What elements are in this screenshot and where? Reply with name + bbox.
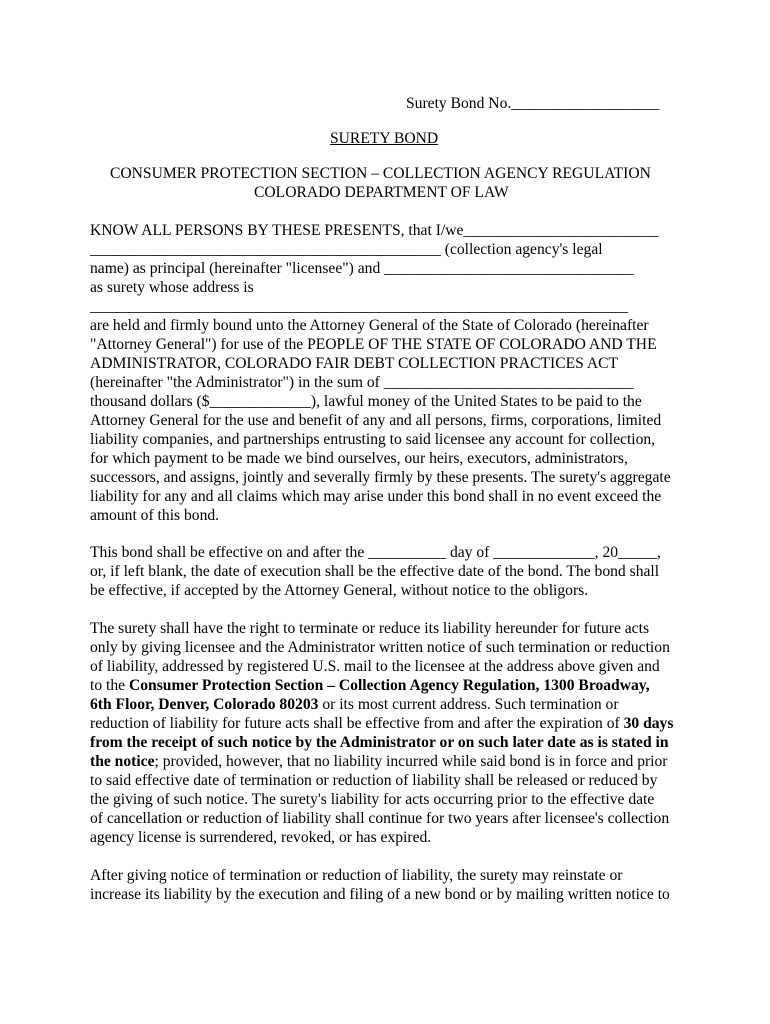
p1-line: liability for any and all claims which may arise under this bond shall in no event exceed the	[90, 488, 662, 505]
p3-days-bold: 30 days	[623, 715, 674, 732]
p1-line: "Attorney General") for use of the PEOPLE OF THE STATE OF COLORADO AND THE	[90, 336, 657, 353]
p1-line: thousand dollars ($_____________), lawful money of the United States to be paid to the	[90, 393, 642, 410]
p3-address-bold: Consumer Protection Section – Collection Agency Regulation, 1300 Broadway,	[128, 677, 650, 694]
p4-line: increase its liability by the execution and filing of a new bond or by mailing written notice to	[90, 886, 670, 903]
p1-line: as surety whose address is	[90, 279, 254, 296]
p1-line: _____________________________________________________________________	[90, 298, 628, 315]
p3-line	[90, 714, 673, 733]
p3-line: the giving of such notice. The surety's liability for acts occurring prior to the effective date	[90, 791, 655, 808]
p1-line: name) as principal (hereinafter "licensee") and ________________________________	[90, 260, 634, 277]
p3-line: agency license is surrendered, revoked, or has expired.	[90, 829, 432, 846]
p3-line	[90, 695, 619, 714]
p2-line: be effective, if accepted by the Attorney General, without notice to the obligors.	[90, 582, 589, 599]
p1-line: _____________________________________________ (collection agency's legal	[90, 241, 603, 258]
p1-line: Attorney General for the use and benefit of any and all persons, firms, corporations, limited	[90, 412, 662, 429]
p1-line: successors, and assigns, jointly and severally firmly by these presents. The surety's aggregate	[90, 469, 671, 486]
bond-number-label: Surety Bond No.___________________	[406, 95, 660, 112]
p3-line: to said effective date of termination or reduction of liability shall be released or reduced by	[90, 772, 658, 789]
p1-line: KNOW ALL PERSONS BY THESE PRESENTS, that I/we_________________________	[90, 222, 659, 239]
p3-line: of liability, addressed by registered U.S. mail to the licensee at the address above given and	[90, 658, 660, 675]
p4-line: After giving notice of termination or reduction of liability, the surety may reinstate or	[90, 867, 623, 884]
p1-line: for which payment to be made we bind ourselves, our heirs, executors, administrators,	[90, 450, 628, 467]
p3-text: reduction of liability for future acts shall be effective from and after the expiration of	[90, 715, 624, 732]
p3-line	[90, 676, 650, 695]
subtitle-line-2: COLORADO DEPARTMENT OF LAW	[254, 184, 509, 201]
p3-line	[90, 733, 669, 752]
p1-line: liability companies, and partnerships entrusting to said licensee any account for collection,	[90, 431, 656, 448]
p1-line: (hereinafter "the Administrator") in the sum of ________________________________	[90, 374, 634, 391]
p1-line: amount of this bond.	[90, 507, 220, 524]
p3-line: of cancellation or reduction of liability shall continue for two years after licensee's collection	[90, 810, 670, 827]
p3-text: ; provided, however, that no liability incurred while said bond is in force and prior	[154, 753, 668, 770]
subtitle-line-1: CONSUMER PROTECTION SECTION – COLLECTION AGENCY REGULATION	[110, 165, 651, 182]
p2-line: This bond shall be effective on and after the __________ day of _____________, 20_____,	[90, 544, 661, 561]
p1-line: are held and firmly bound unto the Attorney General of the State of Colorado (hereinafter	[90, 317, 649, 334]
p3-address-bold: 6th Floor, Denver, Colorado 80203	[90, 696, 319, 713]
p1-line: ADMINISTRATOR, COLORADO FAIR DEBT COLLECTION PRACTICES ACT	[90, 355, 619, 372]
p3-text: to the	[90, 677, 129, 694]
p3-notice-bold: from the receipt of such notice by the Administrator or on such later date as is stated in	[90, 734, 669, 751]
p2-line: or, if left blank, the date of execution shall be the effective date of the bond. The bond shall	[90, 563, 660, 580]
p3-text: or its most current address. Such termination or	[318, 696, 619, 713]
p3-line: The surety shall have the right to terminate or reduce its liability hereunder for future acts	[90, 620, 650, 637]
document-title: SURETY BOND	[330, 130, 439, 147]
p3-line: only by giving licensee and the Administrator written notice of such termination or reduction	[90, 639, 670, 656]
p3-notice-bold: the notice	[90, 753, 155, 770]
p3-line	[90, 752, 668, 771]
